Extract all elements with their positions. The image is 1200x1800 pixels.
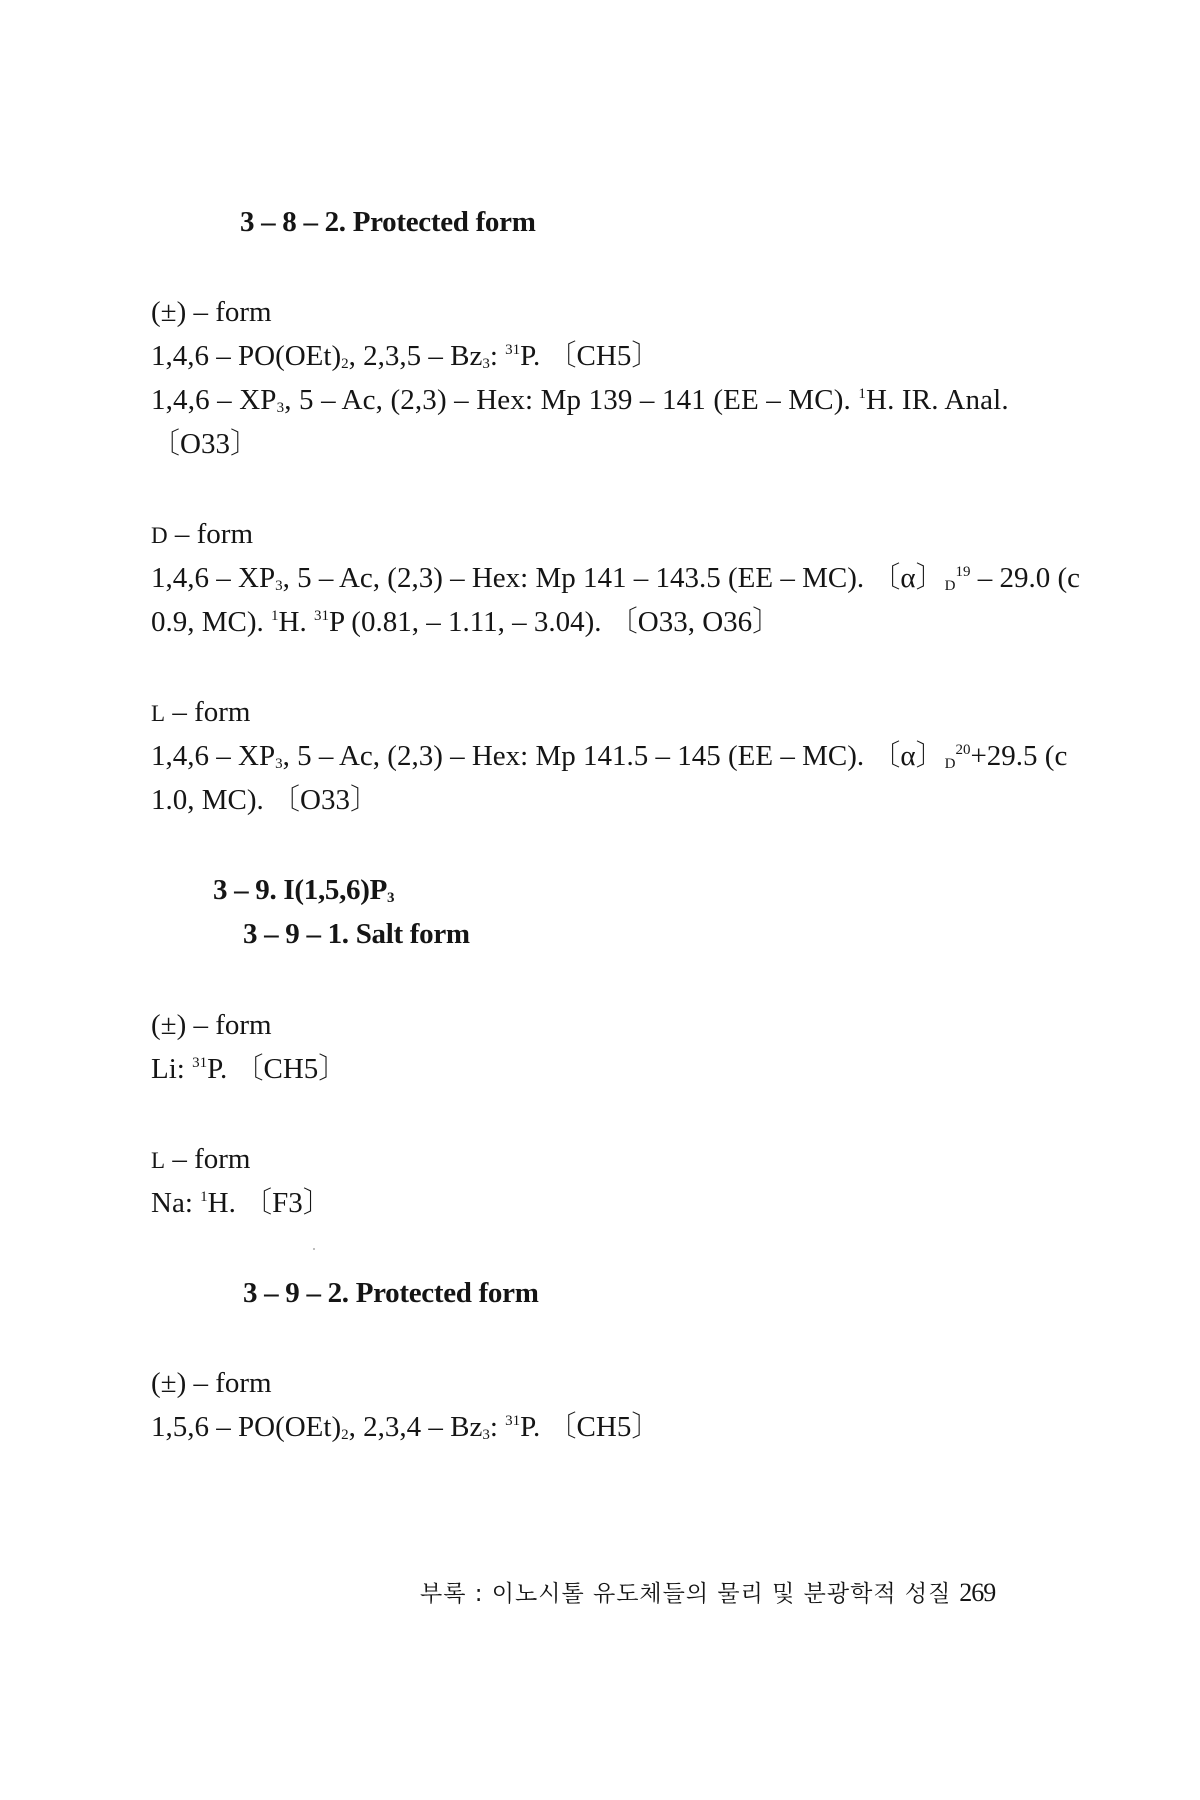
compound-line: $1,4,6 - XP_3$, 5 – Ac, (2,3) – Hex: Mp 141.5 – 145 (EE – MC). 〔α〕$_D^{20}$+29.5 (c [151,740,1068,772]
compound-line: 0.9, MC). $^1$H. $^{31}$P (0.81, – 1.11, – 3.04). 〔O33, O36〕 [151,606,782,638]
compound-line: $1,4,6 - XP_3$, 5 – Ac, (2,3) – Hex: Mp 139 – 141 (EE – MC). $^1$H. IR. Anal. [151,384,1009,416]
section-l-form-label: L – form [151,696,251,728]
compound-line: $1,4,6 - XP_3$, 5 – Ac, (2,3) – Hex: Mp 141 – 143.5 (EE – MC). 〔α〕$_D^{19}$ – 29.0 (c [151,562,1080,594]
page-number: 269 [959,1578,996,1607]
section-racemic-form-label: (±) – form [151,296,272,328]
compound-line: 1.0, MC). 〔O33〕 [151,784,379,816]
section-racemic-form-label: (±) – form [151,1367,272,1399]
footer-title: 부록 : 이노시톨 유도체들의 물리 및 분광학적 성질 [420,1581,952,1607]
heading-3-8-2: 3 – 8 – 2. Protected form [240,206,536,238]
section-l-form-label: L – form [151,1143,251,1175]
scan-speck [313,1248,315,1250]
heading-3-9-2: 3 – 9 – 2. Protected form [243,1277,539,1309]
reference-line: 〔O33〕 [151,428,259,460]
heading-3-9: 3 – 9. $I(1,5,6)P_3$ [213,874,395,906]
heading-3-9-1: 3 – 9 – 1. Salt form [243,918,470,950]
section-racemic-form-label: (±) – form [151,1009,272,1041]
compound-line: $1,5,6 - PO(OEt)_2$, $2,3,4 - Bz_3$: $^{31}$P. 〔CH5〕 [151,1411,661,1443]
page-footer [420,1578,995,1609]
compound-line: Li: $^{31}$P. 〔CH5〕 [151,1053,348,1085]
compound-line: Na: $^1$H. 〔F3〕 [151,1187,332,1219]
section-d-form-label: D – form [151,518,253,550]
compound-line: $1,4,6 - PO(OEt)_2$, $2,3,5 - Bz_3$: $^{31}$P. 〔CH5〕 [151,340,661,372]
